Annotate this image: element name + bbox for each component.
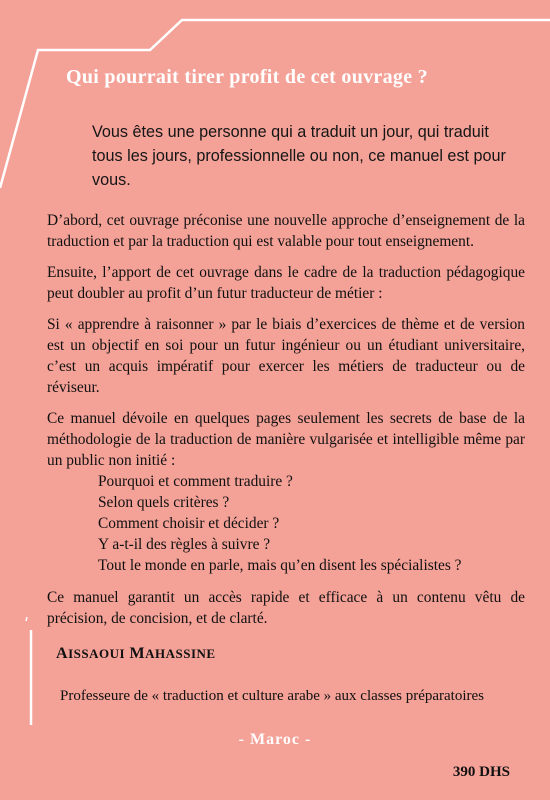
small-mark	[26, 617, 27, 621]
paragraph-2: Ensuite, l’apport de cet ouvrage dans le cadre de la traduction pédagogique peut doubler au profit d’un futur traducteur de métier :	[47, 264, 525, 302]
list-item: Tout le monde en parle, mais qu’en disent les spécialistes ?	[98, 557, 462, 574]
author-last-rest: AHASSINE	[145, 646, 216, 661]
closing-paragraph: Ce manuel garantit un accès rapide et efficace à un contenu vêtu de précision, de concision, et de clarté.	[47, 589, 525, 627]
paragraph-4: Ce manuel dévoile en quelques pages seulement les secrets de base de la méthodologie de la traduction de manière vulgarisée et intelligible même par un public non initié :	[47, 410, 525, 469]
author-first-initial: A	[56, 645, 69, 662]
list-item: Pourquoi et comment traduire ?	[98, 473, 293, 490]
body-text	[47, 210, 525, 639]
author-role: Professeure de « traduction et culture arabe » aux classes préparatoires	[60, 688, 484, 704]
list-item: Selon quels critères ?	[98, 494, 230, 511]
list-item: Y a-t-il des règles à suivre ?	[98, 536, 271, 553]
country-label: - Maroc -	[238, 731, 312, 748]
author-first-rest: ISSAOUI	[68, 646, 126, 661]
page-title: Qui pourrait tirer profit de cet ouvrage ?	[66, 66, 428, 88]
paragraph-1: D’abord, cet ouvrage préconise une nouvelle approche d’enseignement de la traduction et par la traduction qui est valable pour tout enseignement.	[47, 212, 525, 250]
paragraph-3: Si « apprendre à raisonner » par le biais d’exercices de thème et de version est un objectif en soi pour un futur ingénieur ou un étudiant universitaire, c’est un acquis impératif pour exercer les métiers de traducteur ou de réviseur.	[47, 316, 525, 396]
question-list	[47, 471, 525, 576]
list-item: Comment choisir et décider ?	[98, 515, 280, 532]
author-name	[56, 645, 216, 663]
lead-paragraph: Vous êtes une personne qui a traduit un jour, qui traduit tous les jours, professionnelle ou non, ce manuel est pour vous.	[92, 123, 506, 189]
price-label: 390 DHS	[452, 764, 510, 780]
author-last-initial: M	[129, 645, 146, 662]
